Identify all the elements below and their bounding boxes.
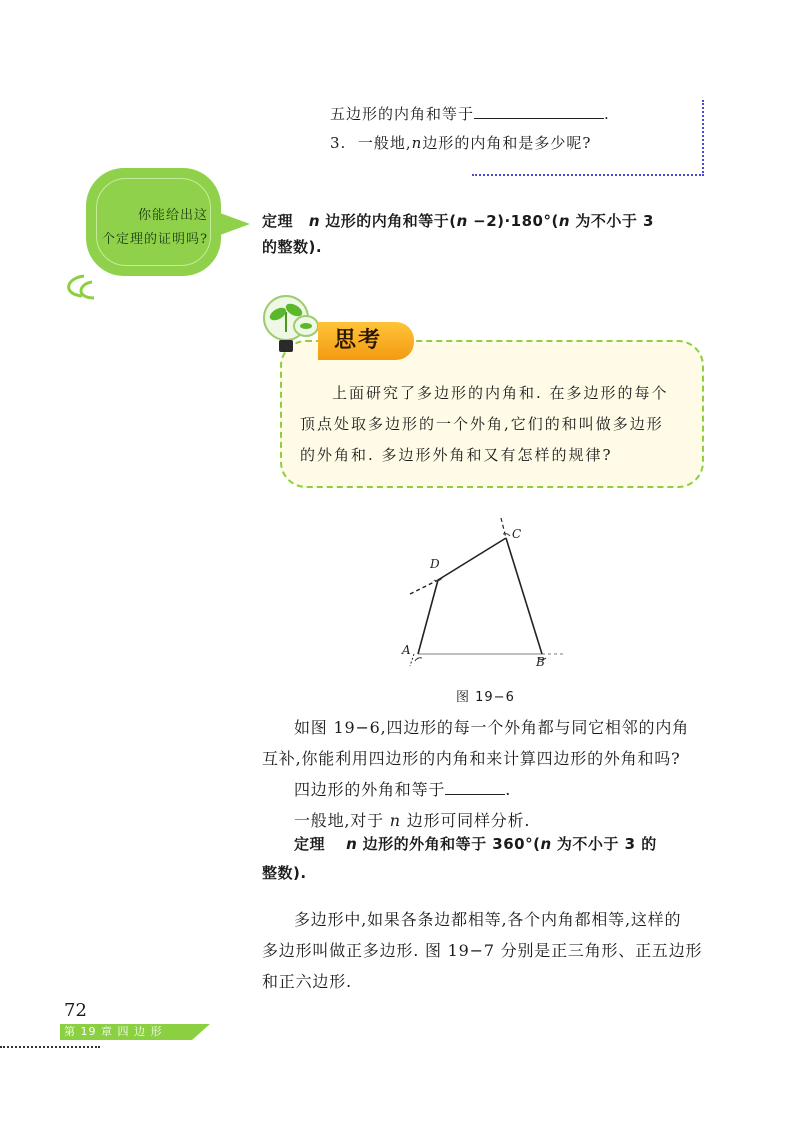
theorem2-text-3: 整数). bbox=[262, 864, 307, 882]
think-text bbox=[300, 378, 696, 471]
label-a: A bbox=[402, 643, 411, 657]
para1-line-1: 如图 19−6,四边形的每一个外角都与同它相邻的内角 bbox=[294, 718, 689, 737]
question-3-line bbox=[330, 132, 591, 153]
side-bc bbox=[506, 538, 542, 654]
var-n: n bbox=[411, 134, 423, 152]
bubble-line-2: 个定理的证明吗? bbox=[102, 232, 208, 247]
var-n: n bbox=[456, 212, 468, 230]
para1-line-3: 四边形的外角和等于 bbox=[294, 780, 446, 799]
label-d: D bbox=[430, 557, 440, 571]
para2-line-2: 多边形叫做正多边形. 图 19−7 分别是正三角形、正五边形 bbox=[262, 941, 703, 960]
theorem-text-4: 的整数). bbox=[262, 238, 323, 256]
label-c: C bbox=[512, 527, 522, 541]
lightbulb-plant-icon bbox=[256, 292, 326, 362]
theorem-text-2: −2)·180°( bbox=[473, 212, 559, 230]
side-cd bbox=[438, 538, 506, 580]
swirl-decoration-icon bbox=[56, 272, 100, 302]
question-text-b: 边形的内角和是多少呢? bbox=[422, 134, 592, 152]
theorem2-text-2: 为不小于 3 的 bbox=[556, 835, 657, 853]
figure-quadrilateral bbox=[396, 514, 576, 674]
para1-line-2: 互补,你能利用四边形的内角和来计算四边形的外角和吗? bbox=[262, 749, 681, 768]
theorem-label: 定理 bbox=[294, 835, 326, 853]
speech-bubble-text bbox=[96, 204, 208, 252]
think-line-1: 上面研究了多边形的内角和. 在多边形的每个 bbox=[332, 384, 669, 402]
theorem-interior-sum bbox=[262, 208, 702, 260]
think-line-3: 的外角和. 多边形外角和又有怎样的规律? bbox=[300, 446, 613, 464]
think-line-2: 顶点处取多边形的一个外角,它们的和叫做多边形 bbox=[300, 415, 664, 433]
para2-line-3: 和正六边形. bbox=[262, 972, 352, 991]
theorem-text-3: 为不小于 3 bbox=[575, 212, 654, 230]
paragraph-exterior bbox=[262, 712, 712, 836]
bubble-line-1: 你能给出这 bbox=[137, 208, 208, 223]
answer-blank-pentagon[interactable] bbox=[474, 105, 604, 119]
extension-cd bbox=[410, 580, 438, 594]
frame-right-border bbox=[702, 100, 704, 176]
var-n: n bbox=[308, 212, 321, 230]
para1-line-4b: 边形可同样分析. bbox=[406, 811, 531, 830]
theorem-label: 定理 bbox=[262, 212, 294, 230]
angle-arc-c bbox=[503, 534, 510, 536]
para1-line-4a: 一般地,对于 bbox=[294, 811, 384, 830]
answer-blank-quadrilateral[interactable] bbox=[445, 781, 505, 795]
theorem2-text-1: 边形的外角和等于 360°( bbox=[362, 835, 541, 853]
var-n: n bbox=[540, 835, 552, 853]
var-n: n bbox=[389, 811, 401, 830]
extension-bc bbox=[501, 518, 506, 538]
theorem-exterior-sum bbox=[294, 830, 714, 858]
question-number: 3. bbox=[330, 134, 347, 152]
theorem-text-1: 边形的内角和等于( bbox=[325, 212, 457, 230]
var-n: n bbox=[558, 212, 571, 230]
frame-bottom-border bbox=[472, 174, 704, 176]
paragraph-regular-polygon bbox=[262, 904, 712, 997]
var-n: n bbox=[346, 835, 358, 853]
speech-bubble-tail bbox=[212, 210, 250, 238]
page-number: 72 bbox=[64, 1000, 87, 1021]
bottom-dotted-rule bbox=[0, 1046, 100, 1048]
angle-arc-a bbox=[415, 658, 422, 661]
question-text-a: 一般地, bbox=[357, 134, 412, 152]
figure-caption: 图 19−6 bbox=[456, 690, 515, 705]
think-title: 思考 bbox=[318, 322, 414, 360]
chapter-label: 第 19 章 四 边 形 bbox=[64, 1025, 163, 1038]
period: . bbox=[505, 780, 512, 799]
label-b: B bbox=[536, 655, 545, 669]
side-da bbox=[418, 580, 438, 654]
pentagon-sum-line bbox=[330, 103, 610, 124]
period: . bbox=[604, 105, 610, 123]
para2-line-1: 多边形中,如果各条边都相等,各个内角都相等,这样的 bbox=[294, 910, 682, 929]
pentagon-sum-text: 五边形的内角和等于 bbox=[330, 105, 475, 123]
